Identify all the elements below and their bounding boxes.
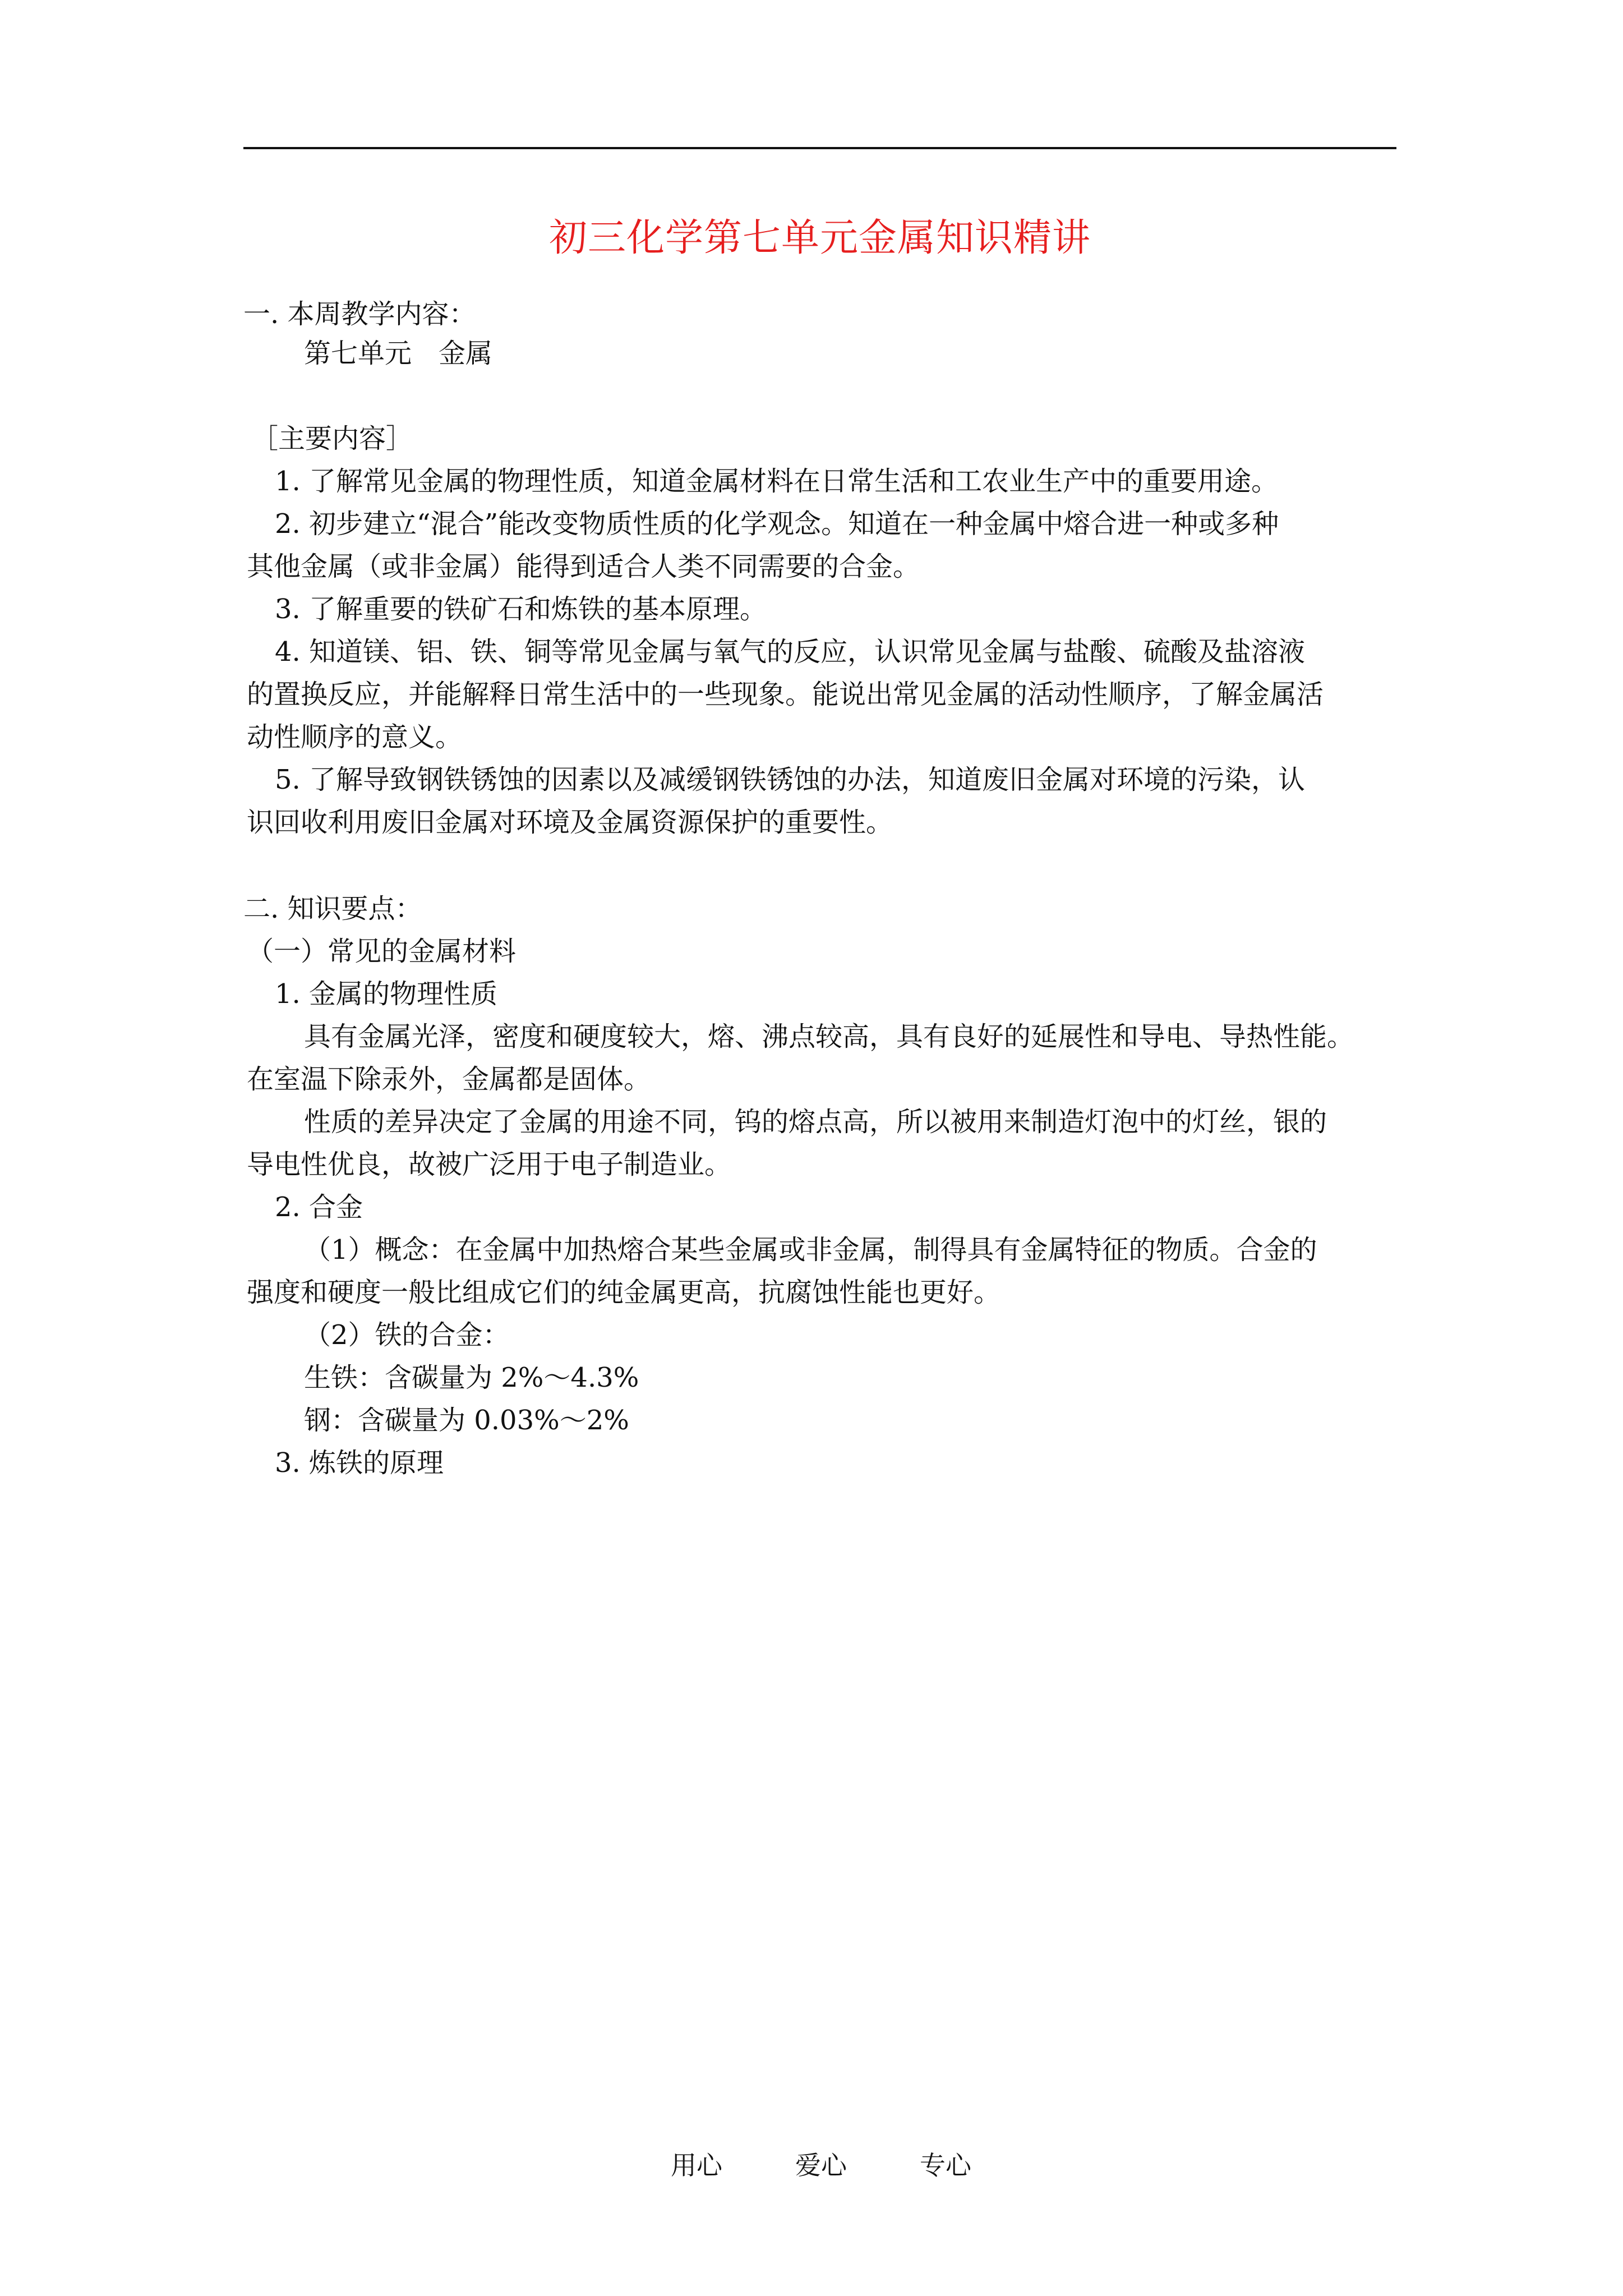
steel-carbon-content: 钢：含碳量为 0.03%～2%: [304, 1405, 629, 1436]
uses-text-line-2: 导电性优良，故被广泛用于电子制造业。: [247, 1149, 732, 1180]
objective-2-line-2: 其他金属（或非金属）能得到适合人类不同需要的合金。: [247, 551, 920, 582]
alloy-concept-line-1: （1）概念：在金属中加热熔合某些金属或非金属，制得具有金属特征的物质。合金的: [304, 1234, 1317, 1266]
uses-text-line-1: 性质的差异决定了金属的用途不同，钨的熔点高，所以被用来制造灯泡中的灯丝，银的: [304, 1106, 1327, 1138]
topic-alloy: 2. 合金: [275, 1191, 363, 1223]
footer-motto-1: 用心: [671, 2150, 722, 2180]
topic-ironmaking-principle: 3. 炼铁的原理: [275, 1447, 444, 1479]
physical-properties-text-line-2: 在室温下除汞外，金属都是固体。: [247, 1064, 651, 1095]
objective-1: 1. 了解常见金属的物理性质，知道金属材料在日常生活和工农业生产中的重要用途。: [275, 466, 1279, 497]
objective-4-line-3: 动性顺序的意义。: [247, 721, 463, 753]
header-rule: [243, 147, 1396, 149]
section-heading-teaching-content: 一. 本周教学内容：: [243, 298, 476, 330]
iron-alloys-heading: （2）铁的合金：: [304, 1319, 510, 1351]
objective-3: 3. 了解重要的铁矿石和炼铁的基本原理。: [275, 593, 767, 625]
objective-4-line-2: 的置换反应，并能解释日常生活中的一些现象。能说出常见金属的活动性顺序，了解金属活: [247, 679, 1324, 710]
footer-motto-2: 爱心: [795, 2150, 847, 2180]
alloy-concept-line-2: 强度和硬度一般比组成它们的纯金属更高，抗腐蚀性能也更好。: [247, 1277, 1001, 1308]
objective-2-line-1: 2. 初步建立“混合”能改变物质性质的化学观念。知道在一种金属中熔合进一种或多种: [275, 508, 1279, 540]
document-title: 初三化学第七单元金属知识精讲: [548, 216, 1091, 260]
subsection-common-metal-materials: （一）常见的金属材料: [247, 936, 517, 967]
pig-iron-carbon-content: 生铁：含碳量为 2%～4.3%: [304, 1362, 639, 1393]
main-content-heading: ［主要内容］: [251, 423, 413, 454]
objective-5-line-2: 识回收利用废旧金属对环境及金属资源保护的重要性。: [247, 807, 893, 838]
unit-name: 第七单元 金属: [304, 338, 493, 369]
footer-motto-3: 专心: [920, 2150, 971, 2180]
section-heading-key-points: 二. 知识要点：: [243, 893, 422, 924]
physical-properties-text-line-1: 具有金属光泽，密度和硬度较大，熔、沸点较高，具有良好的延展性和导电、导热性能。: [304, 1021, 1354, 1052]
objective-4-line-1: 4. 知道镁、铝、铁、铜等常见金属与氧气的反应，认识常见金属与盐酸、硫酸及盐溶液: [275, 636, 1306, 668]
topic-physical-properties: 1. 金属的物理性质: [275, 978, 498, 1010]
objective-5-line-1: 5. 了解导致钢铁锈蚀的因素以及减缓钢铁锈蚀的办法，知道废旧金属对环境的污染，认: [275, 764, 1306, 795]
